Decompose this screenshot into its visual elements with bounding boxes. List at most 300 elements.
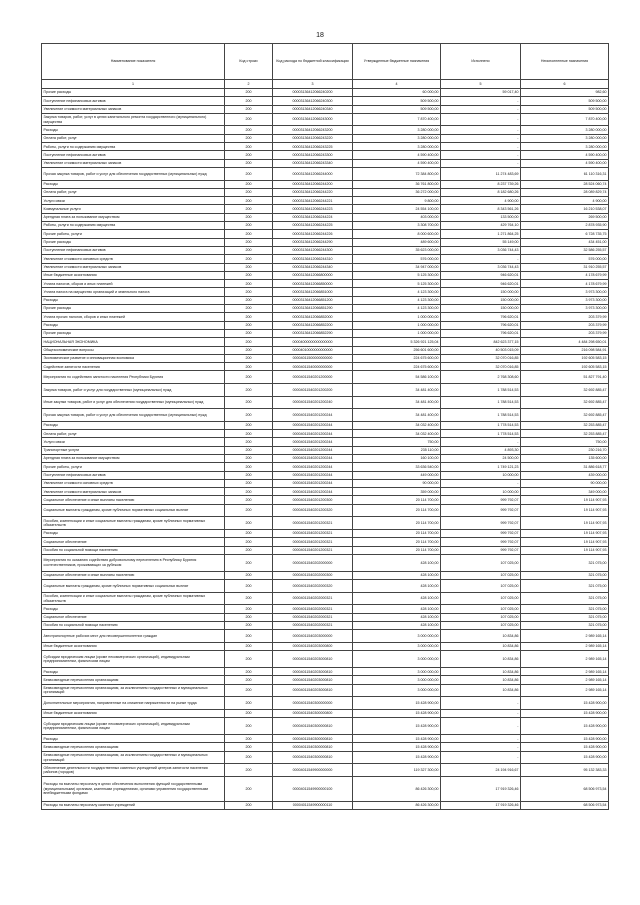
row-kbk: 00003136412066244225: [273, 222, 353, 230]
row-code: 200: [225, 383, 273, 396]
row-kbk: 00004011540201200240: [273, 396, 353, 409]
row-code: 200: [225, 126, 273, 134]
row-code: 200: [225, 409, 273, 422]
table-row: [42, 776, 609, 801]
header-unexecuted: Неисполненные назначения: [521, 44, 609, 80]
row-kbk: 00004011540201200244: [273, 438, 353, 446]
row-name: Мероприятия по содействию занятости населения Республики Бурятия: [42, 371, 225, 384]
row-kbk: 00004011540202000321: [273, 592, 353, 605]
row-approved: 403 000,00: [353, 213, 441, 221]
table-row: [42, 383, 609, 396]
row-approved: 7 870 400,00: [353, 113, 441, 126]
row-kbk: 00003136412066244290: [273, 238, 353, 246]
row-code: 200: [225, 151, 273, 159]
row-unexecuted: 15 428 900,00: [521, 718, 609, 735]
row-executed: 10 834,86: [441, 630, 521, 643]
row-code: 200: [225, 396, 273, 409]
row-code: 200: [225, 554, 273, 571]
row-kbk: 00004011540000000000: [273, 363, 353, 371]
table-row: [42, 246, 609, 254]
row-kbk: 00003136412066244223: [273, 205, 353, 213]
row-code: 200: [225, 546, 273, 554]
column-index: 1: [42, 80, 225, 89]
row-kbk: 00004011540202000321: [273, 621, 353, 629]
row-kbk: 00004011540202000321: [273, 605, 353, 613]
row-approved: 428 100,00: [353, 605, 441, 613]
column-index: 5: [441, 80, 521, 89]
row-executed: 133 500,00: [441, 213, 521, 221]
row-kbk: 00003136412066244224: [273, 213, 353, 221]
row-kbk: 00003136412066850000: [273, 280, 353, 288]
table-row: [42, 321, 609, 329]
table-row: [42, 151, 609, 159]
row-kbk: 00004011540201200200: [273, 383, 353, 396]
table-row: [42, 296, 609, 304]
row-kbk: 00004011549900000110: [273, 801, 353, 809]
table-row: [42, 454, 609, 462]
row-name: Оплата работ, услуг: [42, 188, 225, 196]
row-approved: 359 000,00: [353, 488, 441, 496]
row-executed: -: [441, 743, 521, 751]
row-unexecuted: 32 692 885,47: [521, 409, 609, 422]
row-approved: 428 100,00: [353, 592, 441, 605]
row-code: 200: [225, 143, 273, 151]
row-code: 200: [225, 134, 273, 142]
row-unexecuted: 434 451,00: [521, 238, 609, 246]
row-name: Прочая закупка товаров, работ и услуг для обеспечения государственных (муниципальных) нужд: [42, 409, 225, 422]
row-kbk: 00004011540203000810: [273, 684, 353, 697]
row-code: 200: [225, 504, 273, 517]
row-code: 200: [225, 371, 273, 384]
table-row: [42, 159, 609, 167]
table-row: [42, 338, 609, 346]
row-kbk: 00004011540201200321: [273, 529, 353, 537]
row-approved: 4 123 300,00: [353, 296, 441, 304]
row-approved: 3 000 000,00: [353, 668, 441, 676]
row-kbk: 00003136412066852290: [273, 329, 353, 337]
row-code: 200: [225, 496, 273, 504]
row-unexecuted: 576 000,00: [521, 255, 609, 263]
row-executed: 796 620,01: [441, 313, 521, 321]
row-kbk: 00004011540201200244: [273, 471, 353, 479]
row-kbk: 00003136412066240300: [273, 97, 353, 105]
row-executed: 10 834,86: [441, 684, 521, 697]
table-row: [42, 743, 609, 751]
row-approved: 8 000 600,00: [353, 230, 441, 238]
row-unexecuted: 192 605 583,15: [521, 354, 609, 362]
row-approved: 72 384 800,00: [353, 167, 441, 180]
row-executed: 4 893,30: [441, 446, 521, 454]
row-kbk: 00004011540201200244: [273, 409, 353, 422]
row-name: Работы, услуги по содержанию имущества: [42, 143, 225, 151]
row-unexecuted: 68 506 973,54: [521, 801, 609, 809]
row-name: Арендная плата за пользование имуществом: [42, 213, 225, 221]
row-approved: 20 114 700,00: [353, 496, 441, 504]
row-name: Дополнительные мероприятия, направленные на снижение напряженности на рынке труда: [42, 697, 225, 710]
table-row: [42, 354, 609, 362]
row-executed: -: [441, 255, 521, 263]
row-name: Безвозмездные перечисления организациям: [42, 676, 225, 684]
table-row: [42, 346, 609, 354]
row-kbk: 00004000000000000000: [273, 338, 353, 346]
row-code: 200: [225, 97, 273, 105]
row-name: Расходы: [42, 668, 225, 676]
row-kbk: 00004011540202000320: [273, 580, 353, 593]
row-name: Пособия по социальной помощи населению: [42, 621, 225, 629]
row-name: Поступление нефинансовых активов: [42, 246, 225, 254]
row-executed: -: [441, 159, 521, 167]
row-code: 200: [225, 167, 273, 180]
row-unexecuted: 750,00: [521, 438, 609, 446]
row-approved: 86 426 300,00: [353, 776, 441, 801]
table-row: [42, 488, 609, 496]
row-code: 200: [225, 180, 273, 188]
row-unexecuted: 2 989 165,14: [521, 684, 609, 697]
row-approved: 36 272 000,00: [353, 188, 441, 196]
row-name: Услуги связи: [42, 438, 225, 446]
row-code: 200: [225, 697, 273, 710]
table-row: [42, 718, 609, 735]
row-approved: 3 000 000,00: [353, 676, 441, 684]
row-name: Увеличение стоимости материальных запасов: [42, 488, 225, 496]
row-name: Прочие расходы: [42, 305, 225, 313]
row-name: Расходы на выплаты персоналу казенных учреждений: [42, 801, 225, 809]
row-approved: 36 761 800,00: [353, 180, 441, 188]
row-name: Безвозмездные перечисления организациям, за исключением государственных и муниципальных организаций: [42, 684, 225, 697]
table-row: [42, 421, 609, 429]
row-name: Мероприятия по оказанию содействия добровольному переселению в Республику Бурятия соотечественников, проживающих за рубежом: [42, 554, 225, 571]
table-row: [42, 197, 609, 205]
row-code: 200: [225, 801, 273, 809]
row-code: 200: [225, 764, 273, 777]
row-kbk: 00003136412066244221: [273, 197, 353, 205]
row-executed: 59 017,40: [441, 89, 521, 97]
row-kbk: 00004011540201200244: [273, 488, 353, 496]
row-kbk: 00004011540201200321: [273, 546, 353, 554]
row-unexecuted: 230 216,70: [521, 446, 609, 454]
row-name: Работы, услуги по содержанию имущества: [42, 222, 225, 230]
row-unexecuted: 19 114 907,93: [521, 517, 609, 530]
row-kbk: 00003136412066852200: [273, 321, 353, 329]
table-row: [42, 230, 609, 238]
row-unexecuted: 321 075,00: [521, 571, 609, 579]
row-name: Прочие расходы: [42, 238, 225, 246]
table-row: [42, 751, 609, 764]
row-code: 200: [225, 213, 273, 221]
row-name: Увеличение стоимости основных средств: [42, 479, 225, 487]
row-kbk: 00003136412066243200: [273, 126, 353, 134]
table-row: [42, 764, 609, 777]
row-approved: 509 500,00: [353, 97, 441, 105]
row-unexecuted: 51 827 791,40: [521, 371, 609, 384]
row-name: Прочие работы, услуги: [42, 230, 225, 238]
row-name: Уплата налога на имущество организаций и земельного налога: [42, 288, 225, 296]
table-row: [42, 89, 609, 97]
table-row: [42, 167, 609, 180]
table-row: [42, 471, 609, 479]
row-code: 200: [225, 538, 273, 546]
row-executed: 999 792,07: [441, 496, 521, 504]
row-name: Увеличение стоимости основных средств: [42, 255, 225, 263]
table-row: [42, 735, 609, 743]
row-kbk: 00004011540300000810: [273, 751, 353, 764]
table-body: [42, 89, 609, 810]
table-row: [42, 255, 609, 263]
row-name: Расходы: [42, 126, 225, 134]
row-unexecuted: 28 089 829,74: [521, 188, 609, 196]
row-approved: 20 114 700,00: [353, 504, 441, 517]
row-executed: 1 271 864,25: [441, 230, 521, 238]
row-executed: 842 623 377,15: [441, 338, 521, 346]
table-row: [42, 105, 609, 113]
row-executed: -: [441, 438, 521, 446]
row-executed: 10 834,86: [441, 668, 521, 676]
row-name: Пособия, компенсации и иные социальные выплаты гражданам, кроме публичных нормативных обязательств: [42, 517, 225, 530]
header-name: Наименование показателя: [42, 44, 225, 80]
row-kbk: 00004011549900000100: [273, 776, 353, 801]
table-row: [42, 676, 609, 684]
row-name: Расходы: [42, 735, 225, 743]
row-unexecuted: 321 075,00: [521, 613, 609, 621]
row-name: Автотранспортные рабочих мест для несовершеннолетних граждан: [42, 630, 225, 643]
row-executed: 107 025,00: [441, 554, 521, 571]
row-code: 200: [225, 743, 273, 751]
row-code: 200: [225, 89, 273, 97]
row-code: 200: [225, 605, 273, 613]
row-name: Услуги связи: [42, 197, 225, 205]
row-executed: 150 000,00: [441, 296, 521, 304]
row-kbk: 00003136412066243000: [273, 113, 353, 126]
row-name: Безвозмездные перечисления организациям, за исключением государственных и муниципальных организаций: [42, 751, 225, 764]
row-name: Иные бюджетные ассигнования: [42, 709, 225, 717]
row-code: 200: [225, 159, 273, 167]
row-name: Увеличение стоимости материальных запасов: [42, 263, 225, 271]
table-row: [42, 613, 609, 621]
row-code: 200: [225, 630, 273, 643]
row-unexecuted: 2 989 165,14: [521, 630, 609, 643]
row-executed: 2 768 308,60: [441, 371, 521, 384]
row-approved: 5 326 921 125,04: [353, 338, 441, 346]
row-kbk: 00003136412066852000: [273, 313, 353, 321]
row-unexecuted: 15 428 900,00: [521, 735, 609, 743]
row-approved: 34 481 400,00: [353, 409, 441, 422]
row-executed: -: [441, 126, 521, 134]
row-code: 200: [225, 676, 273, 684]
row-executed: 796 620,01: [441, 329, 521, 337]
row-executed: -: [441, 134, 521, 142]
row-approved: 5 125 300,00: [353, 280, 441, 288]
row-executed: 10 000,00: [441, 471, 521, 479]
row-approved: 60 000,00: [353, 89, 441, 97]
row-executed: 107 025,00: [441, 580, 521, 593]
row-name: Поступление нефинансовых активов: [42, 151, 225, 159]
row-name: Социальные выплаты гражданам, кроме публичных нормативных социальных выплат: [42, 580, 225, 593]
row-kbk: 00004011540300000810: [273, 743, 353, 751]
row-name: Субсидии юридическим лицам (кроме некоммерческих организаций), индивидуальным предпринимателям, физическим лицам: [42, 718, 225, 735]
row-unexecuted: 3 280 000,00: [521, 143, 609, 151]
row-kbk: 00004011540201200300: [273, 496, 353, 504]
row-code: 200: [225, 313, 273, 321]
row-executed: 17 919 326,46: [441, 801, 521, 809]
table-row: [42, 263, 609, 271]
row-approved: 160 100,00: [353, 454, 441, 462]
table-row: [42, 801, 609, 809]
row-executed: 40 503 015,09: [441, 346, 521, 354]
table-row: [42, 538, 609, 546]
row-approved: 20 114 700,00: [353, 538, 441, 546]
row-name: Расходы: [42, 529, 225, 537]
row-kbk: 00003136412066240200: [273, 89, 353, 97]
table-row: [42, 180, 609, 188]
row-kbk: 00003136412066243340: [273, 159, 353, 167]
row-unexecuted: 321 075,00: [521, 605, 609, 613]
row-name: Прочая закупка товаров, работ и услуг для обеспечения государственных (муниципальных) нужд: [42, 167, 225, 180]
row-code: 200: [225, 621, 273, 629]
row-executed: 107 025,00: [441, 571, 521, 579]
table-row: [42, 651, 609, 668]
row-unexecuted: 3 973 300,00: [521, 305, 609, 313]
row-name: Социальные выплаты гражданам, кроме публичных нормативных социальных выплат: [42, 504, 225, 517]
row-unexecuted: 2 989 165,14: [521, 651, 609, 668]
row-code: 200: [225, 238, 273, 246]
row-code: 200: [225, 684, 273, 697]
row-approved: 3 000 000,00: [353, 630, 441, 643]
row-executed: 107 025,00: [441, 613, 521, 621]
row-unexecuted: 321 075,00: [521, 621, 609, 629]
table-row: [42, 479, 609, 487]
row-code: 200: [225, 205, 273, 213]
row-unexecuted: 32 586 255,57: [521, 246, 609, 254]
row-kbk: 00004011540201200000: [273, 371, 353, 384]
row-executed: 999 792,07: [441, 546, 521, 554]
row-executed: -: [441, 143, 521, 151]
row-kbk: 00004010000000000000: [273, 346, 353, 354]
row-approved: 20 114 700,00: [353, 517, 441, 530]
column-index-row: [42, 80, 609, 89]
row-name: Увеличение стоимости материальных запасов: [42, 159, 225, 167]
row-approved: 20 114 700,00: [353, 529, 441, 537]
row-approved: 9 800,00: [353, 197, 441, 205]
row-kbk: 00004011549900000000: [273, 764, 353, 777]
row-code: 200: [225, 776, 273, 801]
row-unexecuted: 4 178 679,99: [521, 271, 609, 279]
row-unexecuted: 192 605 583,15: [521, 363, 609, 371]
row-name: Расходы на выплаты персоналу в целях обеспечения выполнения функций государственными (муниципальными) органами, казенными учреждениями, органами управления государственными внебюджетными фондами: [42, 776, 225, 801]
row-code: 200: [225, 479, 273, 487]
row-kbk: 00003136412066244300: [273, 246, 353, 254]
row-approved: 428 100,00: [353, 571, 441, 579]
row-unexecuted: 19 114 907,93: [521, 496, 609, 504]
row-executed: -: [441, 697, 521, 710]
row-approved: 20 114 700,00: [353, 546, 441, 554]
table-row: [42, 126, 609, 134]
row-unexecuted: 95 132 383,33: [521, 764, 609, 777]
row-unexecuted: 15 428 900,00: [521, 697, 609, 710]
row-code: 200: [225, 288, 273, 296]
row-approved: 224 675 600,00: [353, 354, 441, 362]
row-unexecuted: 2 878 935,90: [521, 222, 609, 230]
row-name: Социальное обеспечение и иные выплаты населению: [42, 571, 225, 579]
row-code: 200: [225, 271, 273, 279]
row-code: 200: [225, 346, 273, 354]
row-executed: 1 788 514,53: [441, 383, 521, 396]
row-code: 200: [225, 321, 273, 329]
row-approved: 235 110,00: [353, 446, 441, 454]
row-approved: 15 428 900,00: [353, 735, 441, 743]
row-approved: 3 280 000,00: [353, 143, 441, 151]
row-approved: 3 000 000,00: [353, 651, 441, 668]
table-row: [42, 288, 609, 296]
row-kbk: 00004011540203000000: [273, 630, 353, 643]
row-executed: 1 788 514,53: [441, 409, 521, 422]
row-kbk: 00004011540201200244: [273, 463, 353, 471]
row-unexecuted: 321 075,00: [521, 580, 609, 593]
table-row: [42, 580, 609, 593]
row-code: 200: [225, 197, 273, 205]
row-approved: 3 280 000,00: [353, 134, 441, 142]
row-kbk: 00003136412066240340: [273, 105, 353, 113]
row-executed: 55 149,00: [441, 238, 521, 246]
header-executed: Исполнено: [441, 44, 521, 80]
row-unexecuted: 4 590 400,00: [521, 159, 609, 167]
row-name: Расходы: [42, 421, 225, 429]
column-index: 6: [521, 80, 609, 89]
row-code: 200: [225, 446, 273, 454]
row-unexecuted: 90 000,00: [521, 479, 609, 487]
budget-execution-table: [41, 43, 609, 810]
row-name: Субсидии юридическим лицам (кроме некоммерческих организаций), индивидуальным предпринимателям, физическим лицам: [42, 651, 225, 668]
row-code: 200: [225, 718, 273, 735]
row-executed: 107 025,00: [441, 621, 521, 629]
row-code: 200: [225, 338, 273, 346]
row-executed: 4 900,00: [441, 197, 521, 205]
table-row: [42, 621, 609, 629]
row-executed: 107 025,00: [441, 592, 521, 605]
row-name: Поступление нефинансовых активов: [42, 97, 225, 105]
row-kbk: 00003136412066244220: [273, 188, 353, 196]
row-approved: 1 000 000,00: [353, 329, 441, 337]
row-unexecuted: 61 110 316,31: [521, 167, 609, 180]
row-name: Экономическое развитие и инновационная экономика: [42, 354, 225, 362]
row-kbk: 00003136412066244200: [273, 180, 353, 188]
row-name: Транспортные услуги: [42, 446, 225, 454]
table-row: [42, 529, 609, 537]
row-kbk: 00003136412066244000: [273, 167, 353, 180]
row-executed: 946 620,01: [441, 271, 521, 279]
row-unexecuted: 3 280 000,00: [521, 134, 609, 142]
row-unexecuted: 15 428 900,00: [521, 751, 609, 764]
row-name: Прочие работы, услуги: [42, 463, 225, 471]
table-row: [42, 371, 609, 384]
row-code: 200: [225, 430, 273, 438]
row-approved: 1 000 000,00: [353, 321, 441, 329]
row-approved: 428 100,00: [353, 613, 441, 621]
table-row: [42, 504, 609, 517]
table-row: [42, 213, 609, 221]
row-executed: 11 274 483,69: [441, 167, 521, 180]
row-executed: 107 025,00: [441, 605, 521, 613]
row-unexecuted: 3 973 300,00: [521, 288, 609, 296]
row-approved: 24 554 100,00: [353, 205, 441, 213]
row-kbk: 00004011540201200320: [273, 504, 353, 517]
row-kbk: 00004011540201200321: [273, 517, 353, 530]
row-approved: 33 636 540,00: [353, 463, 441, 471]
row-code: 200: [225, 296, 273, 304]
row-code: 200: [225, 613, 273, 621]
row-unexecuted: 32 692 885,47: [521, 396, 609, 409]
row-approved: 54 586 100,00: [353, 371, 441, 384]
row-kbk: 00004011540201200321: [273, 538, 353, 546]
